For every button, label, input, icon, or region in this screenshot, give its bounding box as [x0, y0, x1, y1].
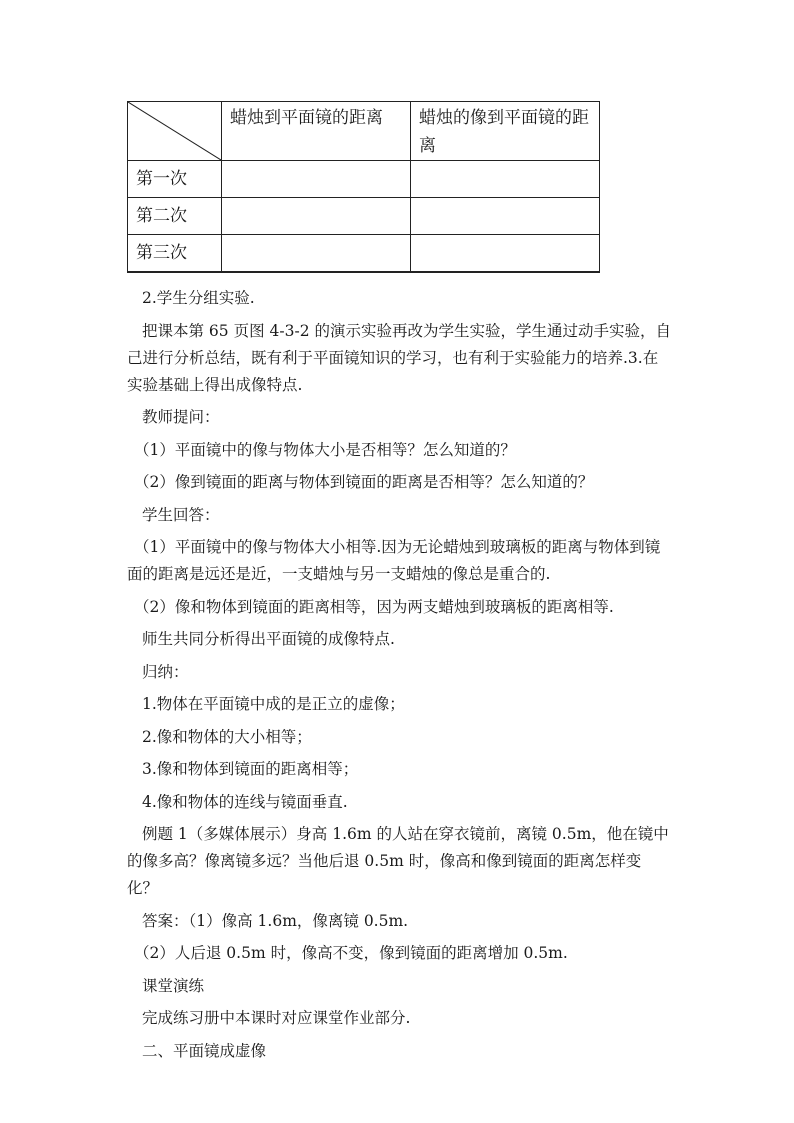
- table-cell: [222, 235, 411, 273]
- paragraph: （2）人后退 0.5m 时，像高不变，像到镜面的距离增加 0.5m.: [134, 944, 568, 962]
- table-row: [128, 198, 600, 235]
- paragraph: 例题 1（多媒体展示）身高 1.6m 的人站在穿衣镜前，离镜 0.5m，他在镜中的像多高？像离镜多远？当他后退 0.5m 时，像高和像到镜面的距离怎样变化？: [127, 825, 669, 897]
- paragraph: 3.像和物体到镜面的距离相等；: [142, 760, 359, 778]
- paragraph: 1.物体在平面镜中成的是正立的虚像；: [142, 695, 405, 713]
- paragraph: 4.像和物体的连线与镜面垂直.: [142, 792, 348, 811]
- table-cell: [222, 198, 411, 235]
- table-cell: [411, 161, 600, 198]
- paragraph: 学生回答：: [142, 505, 220, 524]
- row-label: 第一次: [128, 161, 222, 198]
- paragraph: 2.像和物体的大小相等；: [142, 727, 312, 746]
- paragraph: 把课本第 65 页图 4-3-2 的演示实验再改为学生实验，学生通过动手实验，自己进行分析总结，既有利于平面镜知识的学习，也有利于实验能力的培养.3.在实验基础上得出成像特点.: [127, 321, 671, 394]
- table-cell: [411, 235, 600, 273]
- header-cell-image-distance: 蜡烛的像到平面镜的距离: [411, 102, 600, 161]
- paragraph: （2）像到镜面的距离与物体到镜面的距离是否相等？怎么知道的？: [134, 473, 594, 491]
- diagonal-header-cell: [128, 102, 222, 161]
- table-cell: [222, 161, 411, 198]
- paragraph: （2）像和物体到镜面的距离相等，因为两支蜡烛到玻璃板的距离相等.: [134, 597, 614, 616]
- paragraph: 完成练习册中本课时对应课堂作业部分.: [142, 1009, 411, 1027]
- table-cell: [411, 198, 600, 235]
- table-header-row: [128, 102, 600, 161]
- table-row: [128, 161, 600, 198]
- paragraph: 师生共同分析得出平面镜的成像特点.: [142, 630, 395, 648]
- paragraph: 教师提问：: [142, 408, 220, 426]
- table-row: [128, 235, 600, 273]
- paragraph: 2.学生分组实验.: [142, 289, 255, 307]
- row-label: 第三次: [128, 235, 222, 273]
- experiment-table: [127, 101, 600, 273]
- paragraph: 归纳：: [142, 662, 189, 681]
- paragraph: 二、平面镜成虚像: [142, 1041, 267, 1060]
- paragraph: （1）平面镜中的像与物体大小是否相等？怎么知道的？: [134, 440, 516, 459]
- diagonal-line: [128, 102, 221, 160]
- header-cell-candle-distance: 蜡烛到平面镜的距离: [222, 102, 411, 161]
- paragraph: （1）平面镜中的像与物体大小相等.因为无论蜡烛到玻璃板的距离与物体到镜面的距离是远还是近，一支蜡烛与另一支蜡烛的像总是重合的.: [127, 538, 661, 583]
- body-text: [127, 285, 672, 1070]
- paragraph: 答案：（1）像高 1.6m，像离镜 0.5m.: [142, 911, 409, 930]
- row-label: 第二次: [128, 198, 222, 235]
- paragraph: 课堂演练: [142, 976, 205, 995]
